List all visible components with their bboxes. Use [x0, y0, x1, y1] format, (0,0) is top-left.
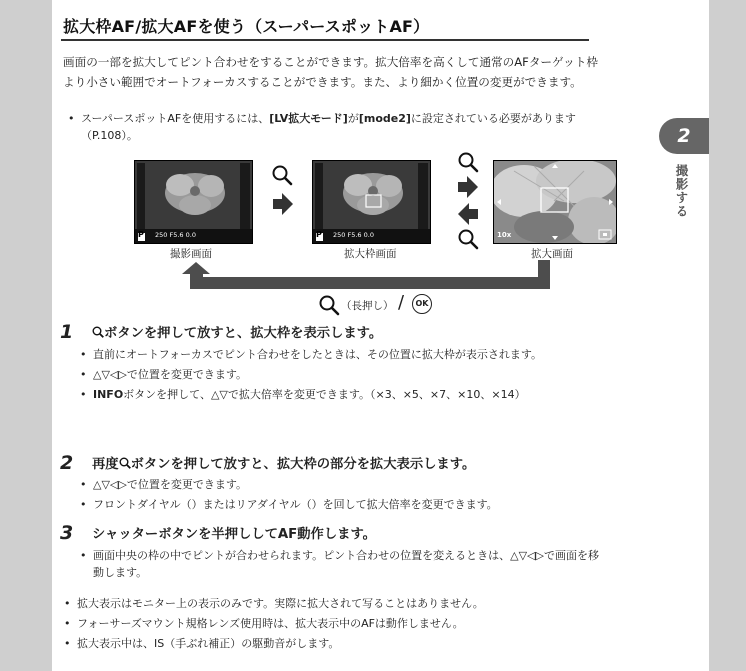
step-3-bullets: [80, 547, 600, 581]
chapter-tab[interactable]: 2: [659, 118, 709, 154]
list-item: • △▽◁▷で位置を変更できます。: [80, 366, 600, 383]
slash-separator: /: [398, 292, 405, 313]
list-item: • 拡大表示中は、IS（手ぶれ補正）の駆動音がします。: [64, 635, 624, 652]
ok-button-icon: OK: [412, 294, 432, 314]
caption-shooting-screen: 撮影画面: [170, 248, 212, 260]
zoom-ratio-label: 10x: [497, 231, 512, 239]
info-label: INFO: [93, 388, 124, 401]
mode-indicator: P: [138, 230, 144, 239]
magnifier-icon: [271, 164, 293, 186]
caption-zoom-frame-screen: 拡大枠画面: [344, 248, 397, 260]
zoom-frame-screen-image: [312, 160, 431, 244]
list-item: • 拡大表示はモニター上の表示のみです。実際に拡大されて写ることはありません。: [64, 595, 624, 612]
list-item: • 直前にオートフォーカスでピント合わせをしたときは、その位置に拡大枠が表示されます。: [80, 346, 600, 363]
step-heading: シャッターボタンを半押ししてAF動作します。: [92, 527, 376, 542]
list-item: • フォーサーズマウント規格レンズ使用時は、拡大表示中のAFは動作しません。: [64, 615, 624, 632]
shooting-screen-image: [134, 160, 253, 244]
return-loop-arrow: [180, 260, 552, 292]
list-item: • INFOボタンを押して、△▽で拡大倍率を変更できます。（×3、×5、×7、×10、×14）: [80, 386, 600, 403]
list-item: • フロントダイヤル（）またはリアダイヤル（）を回して拡大倍率を変更できます。: [80, 496, 600, 513]
step-2-bullets: [80, 476, 600, 513]
caption-magnified-screen: 拡大画面: [531, 248, 573, 260]
magnifier-icon: [92, 326, 104, 338]
step-heading: 再度 ボタンを押して放すと、拡大枠の部分を拡大表示します。: [92, 457, 476, 472]
footnotes: [64, 595, 624, 652]
right-arrow-icon: [458, 176, 478, 198]
step-1-bullets: [80, 346, 600, 403]
page-title: 拡大枠AF/拡大AFを使う（スーパースポットAF）: [63, 17, 430, 36]
left-arrow-icon: [458, 203, 478, 225]
step-heading: ボタンを押して放すと、拡大枠を表示します。: [92, 322, 382, 341]
step-1: [60, 321, 620, 345]
list-item: • 画面中央の枠の中でピントが合わせられます。ピント合わせの位置を変えるときは、△▽◁▷で画面を移動します。: [80, 547, 600, 581]
magnifier-icon: [119, 457, 131, 469]
step-2: [60, 452, 620, 476]
intro-paragraph: 画面の一部を拡大してピント合わせをすることができます。拡大倍率を高くして通常のAFターゲット枠より小さい範囲でオートフォーカスすることができます。また、より細かく位置の変更ができます。: [63, 55, 598, 89]
long-press-label: （長押し）: [341, 300, 394, 312]
chapter-label: 撮影する: [674, 164, 689, 218]
mode-indicator: P: [316, 230, 322, 239]
requirement-note: • スーパースポットAFを使用するには、[LV拡大モード]が[mode2]に設定されている必要があります（P.108）。: [68, 110, 596, 144]
right-arrow-icon: [273, 193, 293, 215]
magnified-screen-image: [493, 160, 617, 244]
step-3: [60, 522, 620, 546]
exposure-readout: 250 F5.6 0.0: [155, 231, 196, 239]
step-number: 3: [60, 522, 74, 544]
step-number: 1: [60, 321, 74, 343]
magnifier-icon: [457, 151, 479, 173]
magnifier-icon: [318, 294, 340, 316]
magnifier-icon: [457, 228, 479, 250]
step-number: 2: [60, 452, 74, 474]
title-underline: [61, 39, 589, 41]
list-item: • △▽◁▷で位置を変更できます。: [80, 476, 600, 493]
exposure-readout: 250 F5.6 0.0: [333, 231, 374, 239]
